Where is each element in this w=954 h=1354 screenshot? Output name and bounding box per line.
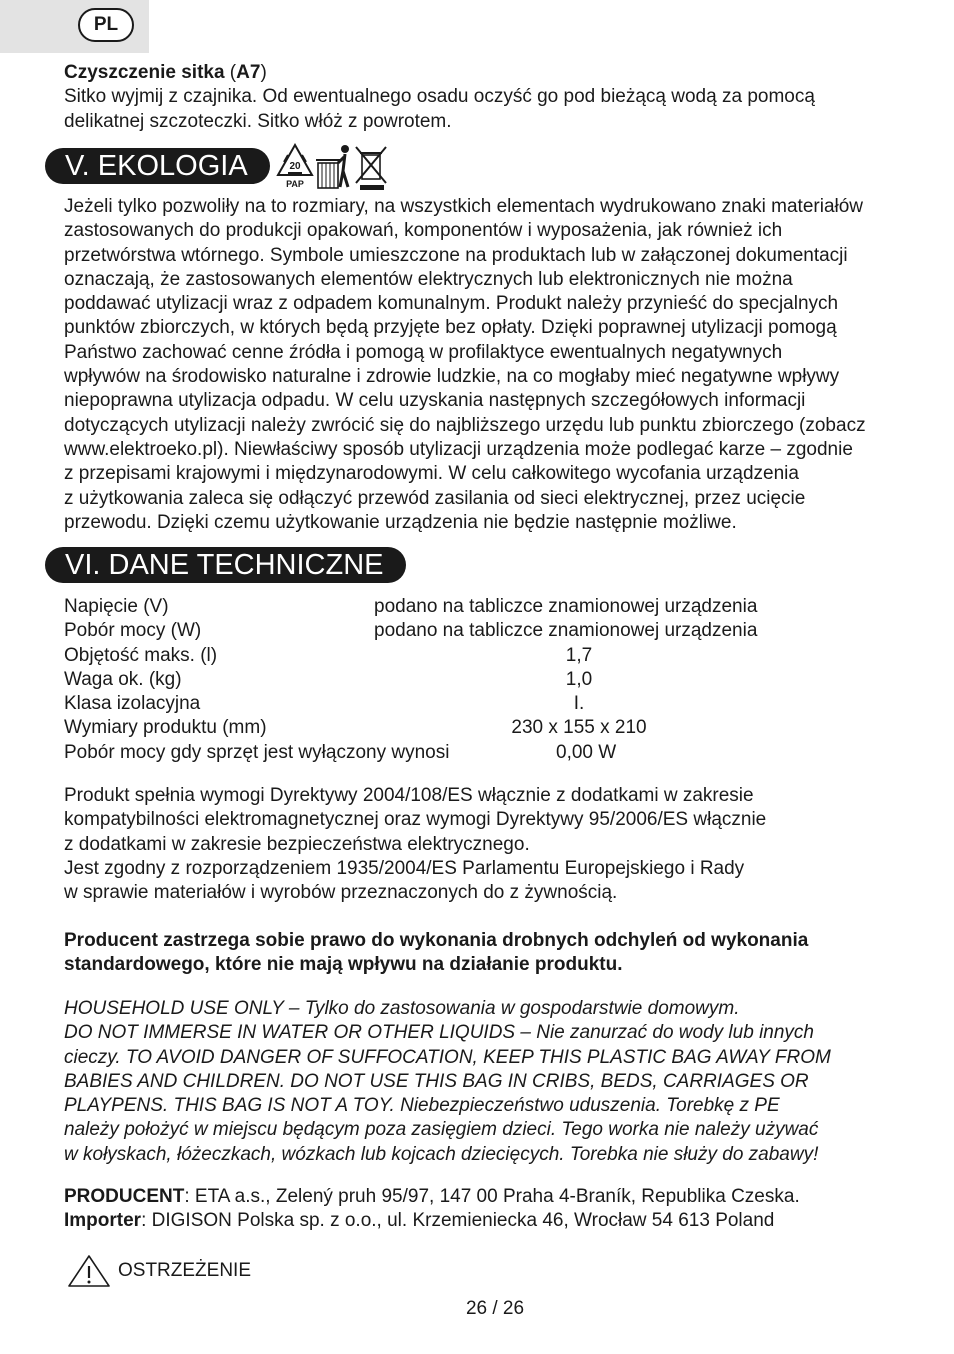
warning-line: należy położyć w miejscu będącym poza zasięgiem dzieci. Tego worka nie należy używać (64, 1119, 819, 1141)
spec-row (64, 692, 894, 716)
ecology-line: z użytkowania zaleca się odłączyć przewód zasilania od sieci elektrycznej, przez ucięcie (64, 487, 806, 509)
cleaning-title-line (64, 61, 909, 85)
technical-heading: VI. DANE TECHNICZNE (45, 547, 406, 583)
trash-disposal-icon (316, 145, 349, 188)
spec-value: I. (573, 693, 585, 714)
ecology-line: przetwórstwa wtórnego. Symbole umieszczone na produktach lub w załączonej dokumentacji (64, 244, 848, 266)
spec-row (64, 644, 894, 668)
importer-label: Importer (64, 1210, 142, 1232)
spec-value: podano na tabliczce znamionowej urządzenia (374, 596, 758, 617)
notice-line: standardowego, które nie mają wpływu na działanie produktu. (64, 954, 623, 976)
spec-row (64, 741, 894, 765)
cleaning-title: Czyszczenie sitka (64, 62, 225, 83)
warning-line: PLAYPENS. THIS BAG IS NOT A TOY. Niebezpieczeństwo uduszenia. Torebkę z PE (64, 1095, 780, 1117)
ecology-icons (276, 143, 390, 191)
compliance-line: kompatybilności elektromagnetycznej oraz wymogi Dyrektywy 95/2006/ES włącznie (64, 809, 767, 831)
producer-info (64, 1185, 909, 1234)
ecology-text (64, 195, 909, 535)
crossed-bin-icon (356, 147, 386, 190)
recycle-20-pap-icon (278, 145, 312, 189)
cleaning-text-line: delikatnej szczoteczki. Sitko włóż z powrotem. (64, 110, 452, 132)
cleaning-text-line: Sitko wyjmij z czajnika. Od ewentualnego osadu oczyść go pod bieżącą wodą za pomocą (64, 86, 815, 108)
ecology-line: oznaczają, że zastosowanych elementów elektrycznych lub elektronicznych nie można (64, 268, 793, 290)
ecology-line: zastosowanych do produkcji opakowań, komponentów i wyposażenia, jak również ich (64, 220, 783, 242)
warning-line: cieczy. TO AVOID DANGER OF SUFFOCATION, KEEP THIS PLASTIC BAG AWAY FROM (64, 1046, 831, 1068)
warning-line: w kołyskach, łóżeczkach, wózkach lub kojcach dziecięcych. Torebka nie służy do zabawy! (64, 1143, 819, 1165)
ecology-line: dotyczących utylizacji należy zwrócić się do najbliższego urzędu lub punktu zbiorczego (zobacz (64, 414, 866, 436)
spec-row (64, 668, 894, 692)
cleaning-section (64, 61, 909, 134)
producer-label: PRODUCENT (64, 1186, 185, 1207)
ecology-line: wpływów na środowisko naturalne i zdrowie ludzkie, na co mogłaby mieć negatywne wpływy (64, 366, 840, 388)
ecology-line: Państwo zachować cenne źródła i pomogą w profilaktyce ewentualnych negatywnych (64, 341, 783, 363)
ecology-line: niepoprawna utylizacja odpadu. W celu uzyskania następnych szczegółowych informacji (64, 390, 806, 412)
ecology-heading: V. EKOLOGIA (45, 148, 270, 184)
spec-label: Pobór mocy (W) (64, 620, 202, 641)
importer-text: : DIGISON Polska sp. z o.o., ul. Krzemieniecka 46, Wrocław 54 613 Poland (141, 1210, 775, 1232)
warning-line: BABIES AND CHILDREN. DO NOT USE THIS BAG IN CRIBS, BEDS, CARRIAGES OR (64, 1070, 809, 1092)
spec-label: Wymiary produktu (mm) (64, 717, 267, 738)
safety-warnings (64, 997, 909, 1167)
spec-label: Objętość maks. (l) (64, 645, 218, 666)
spec-value: 230 x 155 x 210 (511, 717, 647, 738)
compliance-line: Jest zgodny z rozporządzeniem 1935/2004/ES Parlamentu Europejskiego i Rady (64, 857, 745, 879)
spec-row (64, 595, 894, 619)
warning-triangle-icon (67, 1254, 111, 1288)
compliance-line: Produkt spełnia wymogi Dyrektywy 2004/108/ES włącznie z dodatkami w zakresie (64, 785, 754, 806)
spec-label: Waga ok. (kg) (64, 669, 182, 690)
spec-value: 1,7 (565, 645, 593, 666)
spec-row (64, 716, 894, 740)
cleaning-ref-close: ) (260, 62, 267, 83)
spec-label: Klasa izolacyjna (64, 693, 201, 714)
spec-label: Napięcie (V) (64, 596, 169, 617)
importer-line (64, 1209, 909, 1233)
spec-row (64, 619, 894, 643)
ecology-line: poddawać utylizacji wraz z odpadem komunalnym. Produkt należy przynieść do specjalnych (64, 293, 839, 315)
ecology-line: przewodu. Dzięki czemu użytkowanie urządzenia nie będzie następnie możliwe. (64, 511, 737, 533)
cleaning-ref: A7 (236, 62, 261, 83)
manufacturer-notice (64, 929, 909, 978)
producer-text: : ETA a.s., Zelený pruh 95/97, 147 00 Praha 4-Braník, Republika Czeska. (184, 1186, 800, 1207)
compliance-line: w sprawie materiałów i wyrobów przeznaczonych do z żywnością. (64, 882, 618, 904)
page-number: 26 / 26 (465, 1298, 525, 1319)
language-badge: PL (78, 8, 134, 42)
ecology-line: www.elektroeko.pl). Niewłaściwy sposób utylizacji urządzenia może podlegać karze – zgodnie (64, 438, 853, 460)
spec-label: Pobór mocy gdy sprzęt jest wyłączony wynosi (64, 742, 450, 763)
compliance-text (64, 784, 909, 905)
warning-line: HOUSEHOLD USE ONLY – Tylko do zastosowania w gospodarstwie domowym. (64, 998, 740, 1019)
warning-legend-label: OSTRZEŻENIE (118, 1260, 252, 1281)
producer-line (64, 1185, 909, 1209)
cleaning-ref-open: ( (224, 62, 237, 83)
spec-value: 1,0 (565, 669, 593, 690)
spec-value: 0,00 W (556, 742, 617, 763)
ecology-line: z przepisami krajowymi i międzynarodowymi. W celu całkowitego wycofania urządzenia (64, 463, 799, 485)
recycle-code: 20 (289, 161, 301, 172)
ecology-line: Jeżeli tylko pozwoliły na to rozmiary, na wszystkich elementach wydrukowano znaki materiałów (64, 196, 864, 217)
compliance-line: z dodatkami w zakresie bezpieczeństwa elektrycznego. (64, 833, 530, 855)
notice-line: Producent zastrzega sobie prawo do wykonania drobnych odchyleń od wykonania (64, 930, 809, 951)
ecology-line: punktów zbiorczych, w których będą przyjęte bez opłaty. Dzięki poprawnej utylizacji pomogą (64, 317, 837, 339)
spec-value: podano na tabliczce znamionowej urządzenia (374, 620, 758, 641)
language-tab (0, 0, 149, 53)
warning-line: DO NOT IMMERSE IN WATER OR OTHER LIQUIDS – Nie zanurzać do wody lub innych (64, 1022, 814, 1044)
recycle-label: PAP (286, 179, 304, 189)
